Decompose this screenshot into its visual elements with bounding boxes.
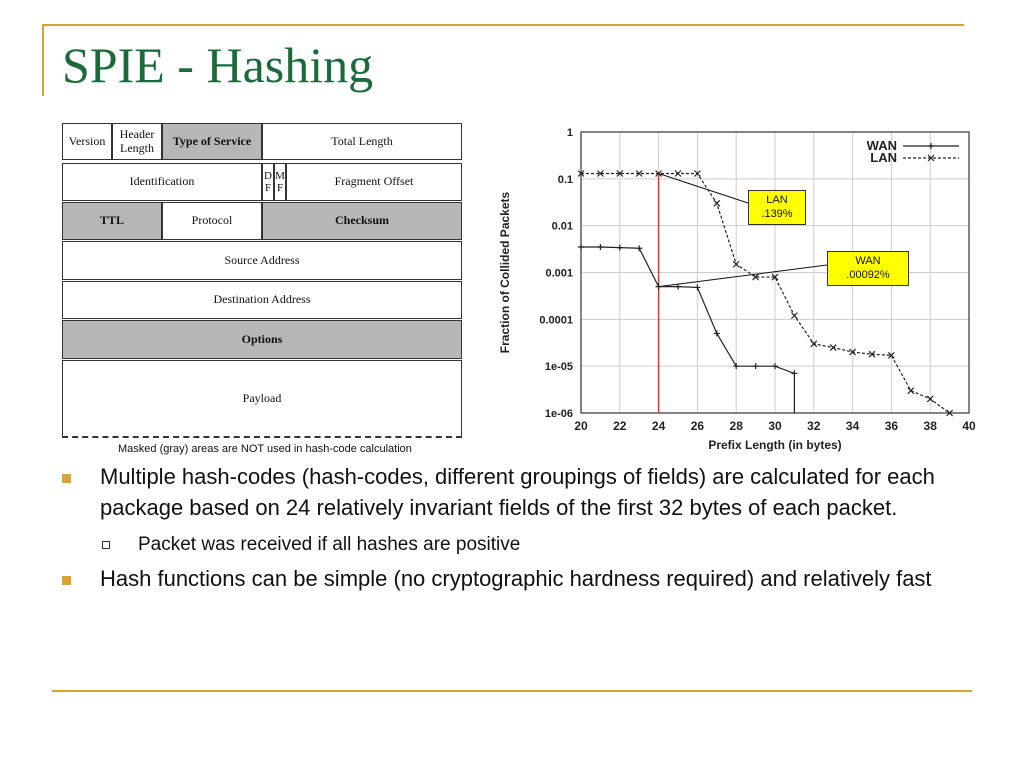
chart-svg bbox=[495, 120, 995, 465]
ip-field-label: Checksum bbox=[334, 213, 389, 228]
y-tick-label: 0.1 bbox=[557, 173, 573, 186]
bottom-rule bbox=[52, 690, 972, 692]
top-rule bbox=[42, 24, 964, 26]
ip-header-diagram bbox=[62, 123, 462, 439]
ip-field-label: Payload bbox=[242, 390, 282, 405]
x-tick-label: 40 bbox=[962, 419, 976, 433]
data-point-wan bbox=[617, 245, 623, 251]
bullet-list bbox=[62, 462, 972, 603]
collision-chart bbox=[495, 120, 995, 465]
ip-row-2 bbox=[62, 163, 462, 201]
bullet-item bbox=[62, 564, 972, 595]
data-point-wan bbox=[578, 244, 584, 250]
ip-field-type-of-service bbox=[162, 123, 262, 160]
y-tick-label: 0.001 bbox=[545, 267, 573, 280]
data-point-lan bbox=[675, 170, 681, 176]
ip-field-label: Destination Address bbox=[213, 292, 311, 307]
ip-field-label: TTL bbox=[99, 213, 124, 228]
data-point-wan bbox=[733, 363, 739, 369]
ip-field-label: D F bbox=[264, 169, 272, 194]
series-line-wan bbox=[581, 247, 794, 373]
ip-field-label: Header Length bbox=[119, 127, 155, 155]
data-point-wan bbox=[714, 330, 720, 336]
x-tick-label: 24 bbox=[651, 419, 666, 433]
legend-label-lan: LAN bbox=[870, 150, 897, 165]
data-point-wan bbox=[636, 245, 642, 251]
lan-annotation-label: LAN bbox=[766, 194, 788, 206]
ip-field-label: M F bbox=[275, 169, 285, 194]
lan-annotation-box bbox=[748, 190, 806, 225]
legend-label-wan: WAN bbox=[866, 138, 897, 153]
sub-bullet-text: Packet was received if all hashes are positive bbox=[138, 533, 521, 555]
x-tick-label: 20 bbox=[574, 419, 588, 433]
lan-pointer-line bbox=[659, 173, 748, 203]
ip-row-6 bbox=[62, 320, 462, 359]
data-point-wan bbox=[694, 284, 700, 290]
data-point-wan bbox=[772, 363, 778, 369]
bullet-text: Hash functions can be simple (no cryptographic hardness required) and relatively fast bbox=[100, 566, 932, 592]
ip-row-3 bbox=[62, 202, 462, 240]
data-point-lan bbox=[714, 200, 720, 206]
x-tick-label: 30 bbox=[768, 419, 782, 433]
wan-annotation-box bbox=[827, 251, 909, 286]
data-point-wan bbox=[753, 363, 759, 369]
x-tick-label: 22 bbox=[613, 419, 627, 433]
ip-field-destination-address bbox=[62, 281, 462, 319]
slide-title: SPIE - Hashing bbox=[62, 37, 374, 93]
y-axis-label: Fraction of Collided Packets bbox=[498, 191, 512, 354]
y-tick-label: 1e-05 bbox=[544, 361, 573, 374]
x-tick-label: 36 bbox=[884, 419, 899, 433]
wan-annotation-value: .00092% bbox=[846, 269, 890, 282]
ip-field-source-address bbox=[62, 241, 462, 280]
data-point-lan bbox=[791, 313, 797, 319]
ip-field-df bbox=[262, 163, 274, 201]
ip-field-label: Total Length bbox=[331, 133, 393, 148]
ip-field-version bbox=[62, 123, 112, 160]
ip-field-label: Source Address bbox=[224, 252, 300, 267]
x-tick-label: 28 bbox=[729, 419, 743, 433]
ip-field-label: Protocol bbox=[191, 213, 233, 228]
ip-field-mf bbox=[274, 163, 286, 201]
legend-marker-wan bbox=[928, 143, 934, 149]
y-tick-label: 1 bbox=[566, 127, 573, 139]
ip-field-checksum bbox=[262, 202, 462, 240]
bullet-text: Multiple hash-codes (hash-codes, different groupings of fields) are calculated for each package based on 24 relatively invariant fields of the first 32 bytes of each packet. bbox=[100, 464, 935, 520]
x-tick-label: 34 bbox=[845, 419, 860, 433]
y-tick-label: 1e-06 bbox=[544, 408, 573, 420]
x-tick-label: 32 bbox=[807, 419, 821, 433]
sub-bullet-item bbox=[62, 532, 972, 559]
x-tick-label: 38 bbox=[923, 419, 937, 433]
ip-field-fragment-offset bbox=[286, 163, 462, 201]
ip-field-label: Fragment Offset bbox=[334, 174, 414, 189]
sub-bullet-marker-icon bbox=[102, 541, 110, 549]
ip-field-protocol bbox=[162, 202, 262, 240]
ip-field-label: Version bbox=[68, 133, 106, 148]
x-tick-label: 26 bbox=[690, 419, 705, 433]
data-point-lan bbox=[908, 388, 914, 394]
x-axis-label: Prefix Length (in bytes) bbox=[708, 438, 842, 452]
ip-row-4 bbox=[62, 241, 462, 280]
ip-field-label: Type of Service bbox=[172, 133, 252, 148]
wan-pointer-line bbox=[659, 265, 827, 287]
data-point-wan bbox=[597, 244, 603, 250]
ip-field-label: Options bbox=[241, 331, 283, 346]
ip-row-5 bbox=[62, 281, 462, 319]
bullet-marker-icon bbox=[62, 576, 71, 585]
y-tick-label: 0.01 bbox=[551, 220, 573, 233]
lan-annotation-value: .139% bbox=[761, 208, 793, 221]
ip-field-payload bbox=[62, 360, 462, 438]
left-rule bbox=[42, 24, 44, 96]
y-tick-label: 0.0001 bbox=[539, 314, 573, 327]
ip-field-ttl bbox=[62, 202, 162, 240]
diagram-caption: Masked (gray) areas are NOT used in hash-code calculation bbox=[118, 443, 412, 455]
ip-field-label: Identification bbox=[129, 174, 195, 189]
ip-field-identification bbox=[62, 163, 262, 201]
ip-field-total-length bbox=[262, 123, 462, 160]
ip-row-7 bbox=[62, 360, 462, 438]
wan-annotation-label: WAN bbox=[855, 255, 881, 267]
ip-field-header-length bbox=[112, 123, 162, 160]
ip-field-options bbox=[62, 320, 462, 359]
ip-row-1 bbox=[62, 123, 462, 160]
bullet-marker-icon bbox=[62, 474, 71, 483]
bullet-item bbox=[62, 462, 972, 524]
data-point-wan bbox=[656, 284, 662, 290]
